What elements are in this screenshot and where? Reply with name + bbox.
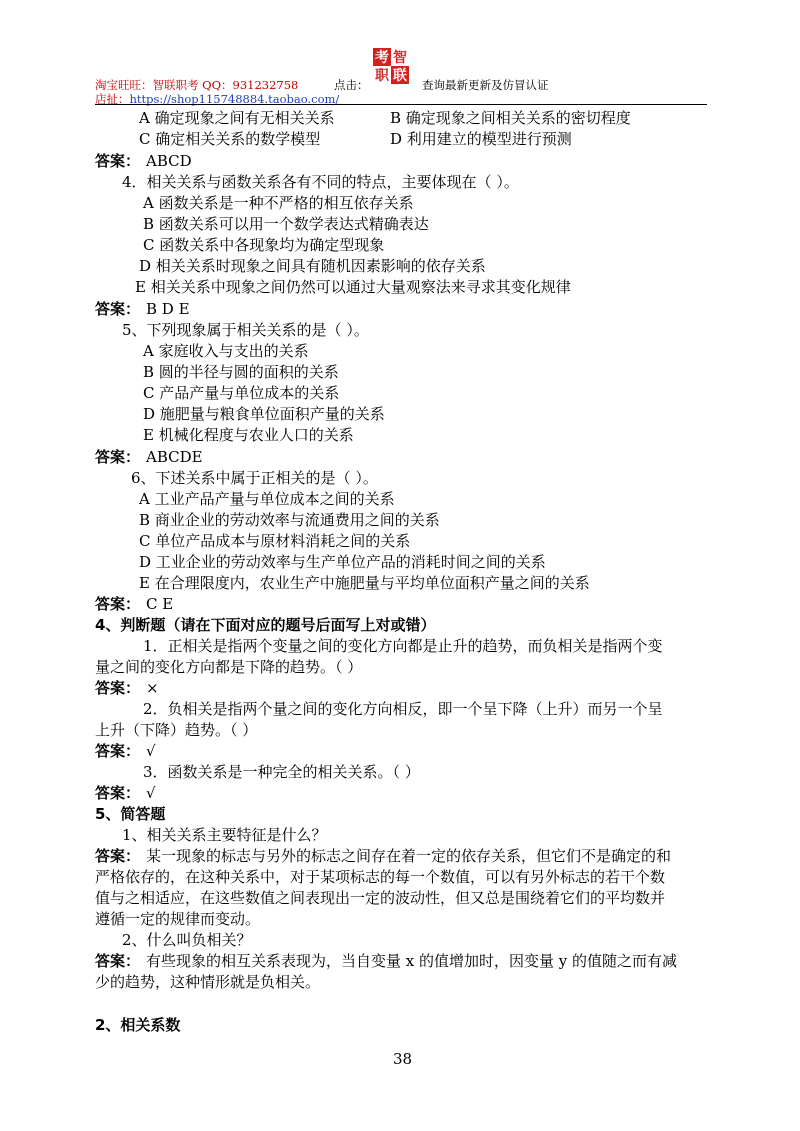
logo-char-1: 考	[375, 50, 389, 66]
line-text: C 单位产品成本与原材料消耗之间的关系	[139, 532, 411, 550]
line-text: B 确定现象之间相关关系的密切程度	[390, 109, 631, 127]
line-text: D 施肥量与粮食单位面积产量的关系	[143, 405, 385, 423]
text-line	[139, 108, 335, 129]
text-line	[139, 489, 395, 510]
answer-label: 答案：	[95, 847, 141, 865]
answer-label: 答案：	[95, 679, 141, 697]
text-line	[390, 108, 631, 129]
line-text: 6、下述关系中属于正相关的是（ ）。	[131, 469, 378, 487]
answer-line	[95, 783, 156, 804]
section-heading: 5、简答题	[95, 805, 166, 823]
line-text: 少的趋势，这种情形就是负相关。	[95, 973, 321, 991]
line-text: C 函数关系中各现象均为确定型现象	[143, 236, 385, 254]
line-text: D 相关关系时现象之间具有随机因素影响的依存关系	[139, 257, 486, 275]
text-line	[135, 277, 571, 298]
answer-text: ×	[146, 679, 159, 697]
text-line	[122, 825, 327, 846]
line-text: B 函数关系可以用一个数学表达式精确表达	[143, 215, 429, 233]
text-line	[143, 362, 339, 383]
answer-text: ABCD	[146, 152, 192, 170]
text-line	[139, 531, 410, 552]
answer-text: 有些现象的相互关系表现为，当自变量 x 的值增加时，因变量 y 的值随之而有减	[146, 952, 678, 970]
text-line	[95, 867, 665, 888]
line-text: B 商业企业的劳动效率与流通费用之间的关系	[139, 511, 440, 529]
answer-label: 答案：	[95, 152, 141, 170]
line-text: A 工业产品产量与单位成本之间的关系	[139, 490, 395, 508]
line-text: D 利用建立的模型进行预测	[390, 130, 572, 148]
text-line	[95, 720, 257, 741]
text-line	[122, 172, 519, 193]
line-text: 值与之相适应，在这些数值之间表现出一定的波动性，但又总是围绕着它们的平均数并	[95, 889, 666, 907]
answer-line	[95, 447, 203, 468]
line-text: A 函数关系是一种不严格的相互依存关系	[143, 194, 414, 212]
line-text: 5、下列现象属于相关关系的是（ ）。	[122, 321, 369, 339]
text-line	[139, 552, 546, 573]
text-line	[122, 320, 369, 341]
text-line	[139, 129, 320, 150]
text-line	[143, 341, 309, 362]
header-rule	[95, 104, 707, 105]
logo-char-4: 联	[393, 68, 407, 84]
text-line	[143, 762, 420, 783]
line-text: 2、什么叫负相关？	[122, 931, 252, 949]
answer-label: 答案：	[95, 448, 141, 466]
line-text: B 圆的半径与圆的面积的关系	[143, 363, 339, 381]
line-text: 上升（下降）趋势。（ ）	[95, 721, 258, 739]
line-text: 遵循一定的规律而变动。	[95, 910, 261, 928]
text-line	[139, 573, 590, 594]
text-line	[139, 256, 486, 277]
text-line	[143, 193, 414, 214]
logo-char-3: 职	[375, 68, 389, 84]
answer-text: ABCDE	[146, 448, 203, 466]
line-text: E 在合理限度内，农业生产中施肥量与平均单位面积产量之间的关系	[139, 574, 590, 592]
text-line	[122, 930, 252, 951]
answer-line	[95, 299, 190, 320]
answer-text: B D E	[146, 300, 190, 318]
header-shop-link[interactable]: https://shop115748884.taobao.com/	[129, 92, 340, 106]
line-text: 1、相关关系主要特征是什么？	[122, 826, 327, 844]
header-click-label: 点击：	[334, 78, 369, 92]
answer-label: 答案：	[95, 300, 141, 318]
text-line	[131, 468, 378, 489]
line-text: A 家庭收入与支出的关系	[143, 342, 309, 360]
line-text: C 确定相关关系的数学模型	[139, 130, 321, 148]
line-text: E 相关关系中现象之间仍然可以通过大量观察法来寻求其变化规律	[135, 278, 571, 296]
text-line	[95, 657, 362, 678]
line-text: 3．函数关系是一种完全的相关关系。（ ）	[143, 763, 420, 781]
text-line	[139, 510, 440, 531]
text-line	[143, 214, 429, 235]
text-line	[143, 425, 354, 446]
answer-text: C E	[146, 595, 174, 613]
header-verify-text[interactable]: 查询最新更新及仿冒认证	[422, 78, 549, 92]
line-text: 量之间的变化方向都是下降的趋势。（ ）	[95, 658, 363, 676]
answer-line	[95, 594, 173, 615]
answer-text: √	[146, 784, 156, 802]
answer-text: √	[146, 742, 156, 760]
text-line	[95, 972, 320, 993]
logo-char-2: 智	[393, 50, 407, 66]
answer-label: 答案：	[95, 742, 141, 760]
line-text: C 产品产量与单位成本的关系	[143, 384, 340, 402]
line-text: 1．正相关是指两个变量之间的变化方向都是止升的趋势，而负相关是指两个变	[143, 637, 663, 655]
line-text: 4．相关关系与函数关系各有不同的特点，主要体现在（ ）。	[122, 173, 519, 191]
answer-line	[95, 678, 159, 699]
answer-line	[95, 846, 671, 867]
answer-label: 答案：	[95, 784, 141, 802]
line-text: 2．负相关是指两个量之间的变化方向相反，即一个呈下降（上升）而另一个呈	[143, 700, 663, 718]
text-line	[390, 129, 572, 150]
text-line	[95, 888, 665, 909]
text-line	[143, 636, 663, 657]
section-heading: 4、判断题（请在下面对应的题号后面写上对或错）	[95, 616, 436, 634]
header-shop-contact: 淘宝旺旺：智联职考 QQ：931232758	[95, 78, 299, 92]
text-line	[143, 699, 663, 720]
text-line	[143, 383, 339, 404]
answer-line	[95, 151, 192, 172]
header-shop-label: 店扯：	[95, 92, 130, 106]
page-number: 38	[393, 1050, 413, 1068]
answer-text: 某一现象的标志与另外的标志之间存在着一定的依存关系，但它们不是确定的和	[146, 847, 672, 865]
text-line	[143, 235, 384, 256]
text-line	[95, 909, 260, 930]
line-text: E 机械化程度与农业人口的关系	[143, 426, 354, 444]
line-text: D 工业企业的劳动效率与生产单位产品的消耗时间之间的关系	[139, 553, 546, 571]
answer-label: 答案：	[95, 952, 141, 970]
line-text: A 确定现象之间有无相关关系	[139, 109, 335, 127]
answer-line	[95, 741, 156, 762]
section-heading: 2、相关系数	[95, 1016, 181, 1034]
zhilian-logo-icon	[371, 46, 411, 86]
text-line	[143, 404, 385, 425]
answer-label: 答案：	[95, 595, 141, 613]
line-text: 严格依存的，在这种关系中，对于某项标志的每一个数值，可以有另外标志的若干个数	[95, 868, 666, 886]
answer-line	[95, 951, 677, 972]
